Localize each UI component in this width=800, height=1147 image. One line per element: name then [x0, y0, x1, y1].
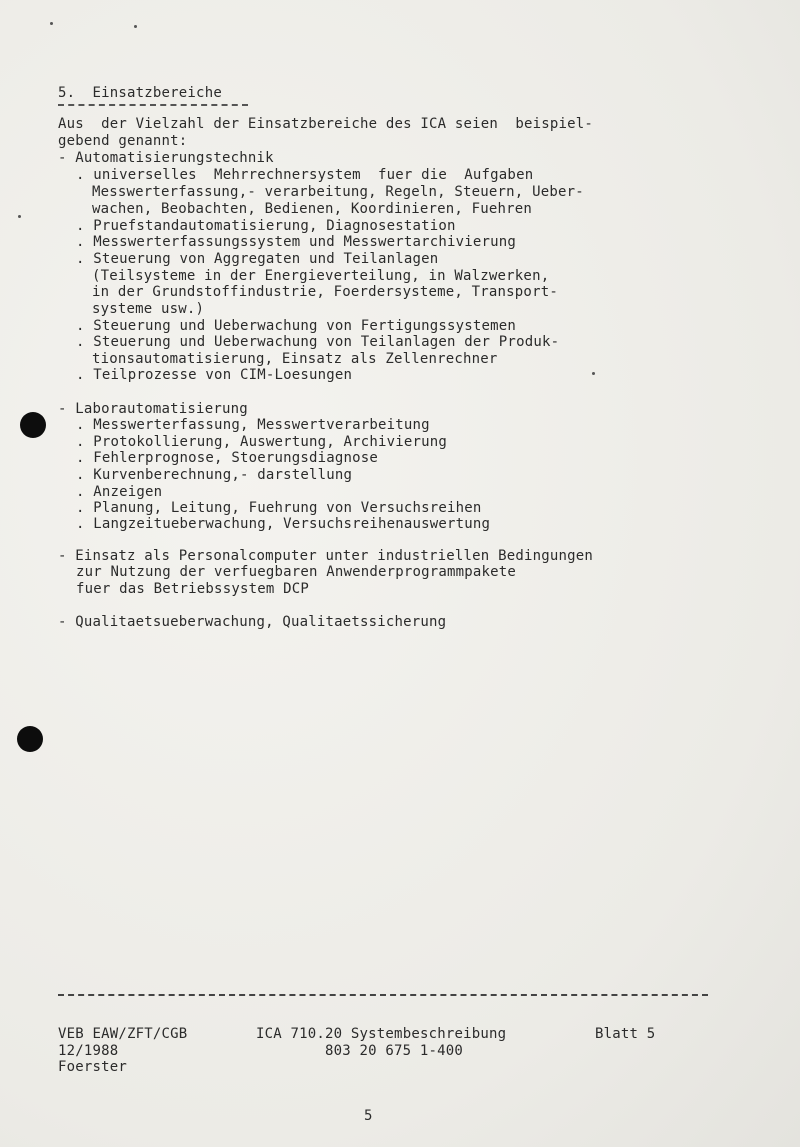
text-line: tionsautomatisierung, Einsatz als Zellenrechner: [92, 351, 498, 367]
footer-author: Foerster: [58, 1059, 128, 1075]
text-line: systeme usw.): [92, 301, 205, 317]
page-number: 5: [364, 1108, 373, 1124]
text-line: Aus der Vielzahl der Einsatzbereiche des ICA seien beispiel-: [58, 116, 593, 132]
footer-doc-number: 803 20 675 1-400: [325, 1043, 464, 1059]
text-line: . Kurvenberechnung,- darstellung: [76, 467, 353, 483]
speck: [50, 22, 53, 25]
text-line: zur Nutzung der verfuegbaren Anwenderprogrammpakete: [76, 564, 517, 580]
text-line: gebend genannt:: [58, 133, 188, 149]
text-line: . Langzeitueberwachung, Versuchsreihenauswertung: [76, 516, 491, 532]
text-line: - Automatisierungstechnik: [58, 150, 274, 166]
text-line: . Messwerterfassungssystem und Messwertarchivierung: [76, 234, 517, 250]
text-line: . Planung, Leitung, Fuehrung von Versuchsreihen: [76, 500, 482, 516]
section-heading: 5. Einsatzbereiche: [58, 85, 222, 101]
punch-hole-bottom: [17, 726, 43, 752]
text-line: . Fehlerprognose, Stoerungsdiagnose: [76, 450, 379, 466]
text-line: (Teilsysteme in der Energieverteilung, in Walzwerken,: [92, 268, 550, 284]
speck: [134, 25, 137, 28]
text-line: . Teilprozesse von CIM-Loesungen: [76, 367, 353, 383]
footer-date: 12/1988: [58, 1043, 119, 1059]
speck: [592, 372, 595, 375]
text-line: . Steuerung von Aggregaten und Teilanlagen: [76, 251, 439, 267]
footer-sheet: Blatt 5: [595, 1026, 656, 1042]
text-line: . Messwerterfassung, Messwertverarbeitung: [76, 417, 430, 433]
text-line: wachen, Beobachten, Bedienen, Koordinieren, Fuehren: [92, 201, 533, 217]
text-line: . universelles Mehrrechnersystem fuer die Aufgaben: [76, 167, 534, 183]
footer-separator: [58, 994, 708, 996]
punch-hole-top: [20, 412, 46, 438]
text-line: - Einsatz als Personalcomputer unter industriellen Bedingungen: [58, 548, 593, 564]
text-line: . Anzeigen: [76, 484, 163, 500]
text-line: - Laborautomatisierung: [58, 401, 248, 417]
heading-underline: [58, 104, 248, 106]
text-line: . Pruefstandautomatisierung, Diagnosestation: [76, 218, 456, 234]
text-line: . Steuerung und Ueberwachung von Fertigungssystemen: [76, 318, 517, 334]
text-line: fuer das Betriebssystem DCP: [76, 581, 309, 597]
speck: [18, 215, 21, 218]
text-line: in der Grundstoffindustrie, Foerdersysteme, Transport-: [92, 284, 558, 300]
footer-doc-title: ICA 710.20 Systembeschreibung: [256, 1026, 507, 1042]
text-line: - Qualitaetsueberwachung, Qualitaetssicherung: [58, 614, 447, 630]
footer-org: VEB EAW/ZFT/CGB: [58, 1026, 188, 1042]
text-line: . Protokollierung, Auswertung, Archivierung: [76, 434, 448, 450]
text-line: . Steuerung und Ueberwachung von Teilanlagen der Produk-: [76, 334, 560, 350]
text-line: Messwerterfassung,- verarbeitung, Regeln, Steuern, Ueber-: [92, 184, 584, 200]
